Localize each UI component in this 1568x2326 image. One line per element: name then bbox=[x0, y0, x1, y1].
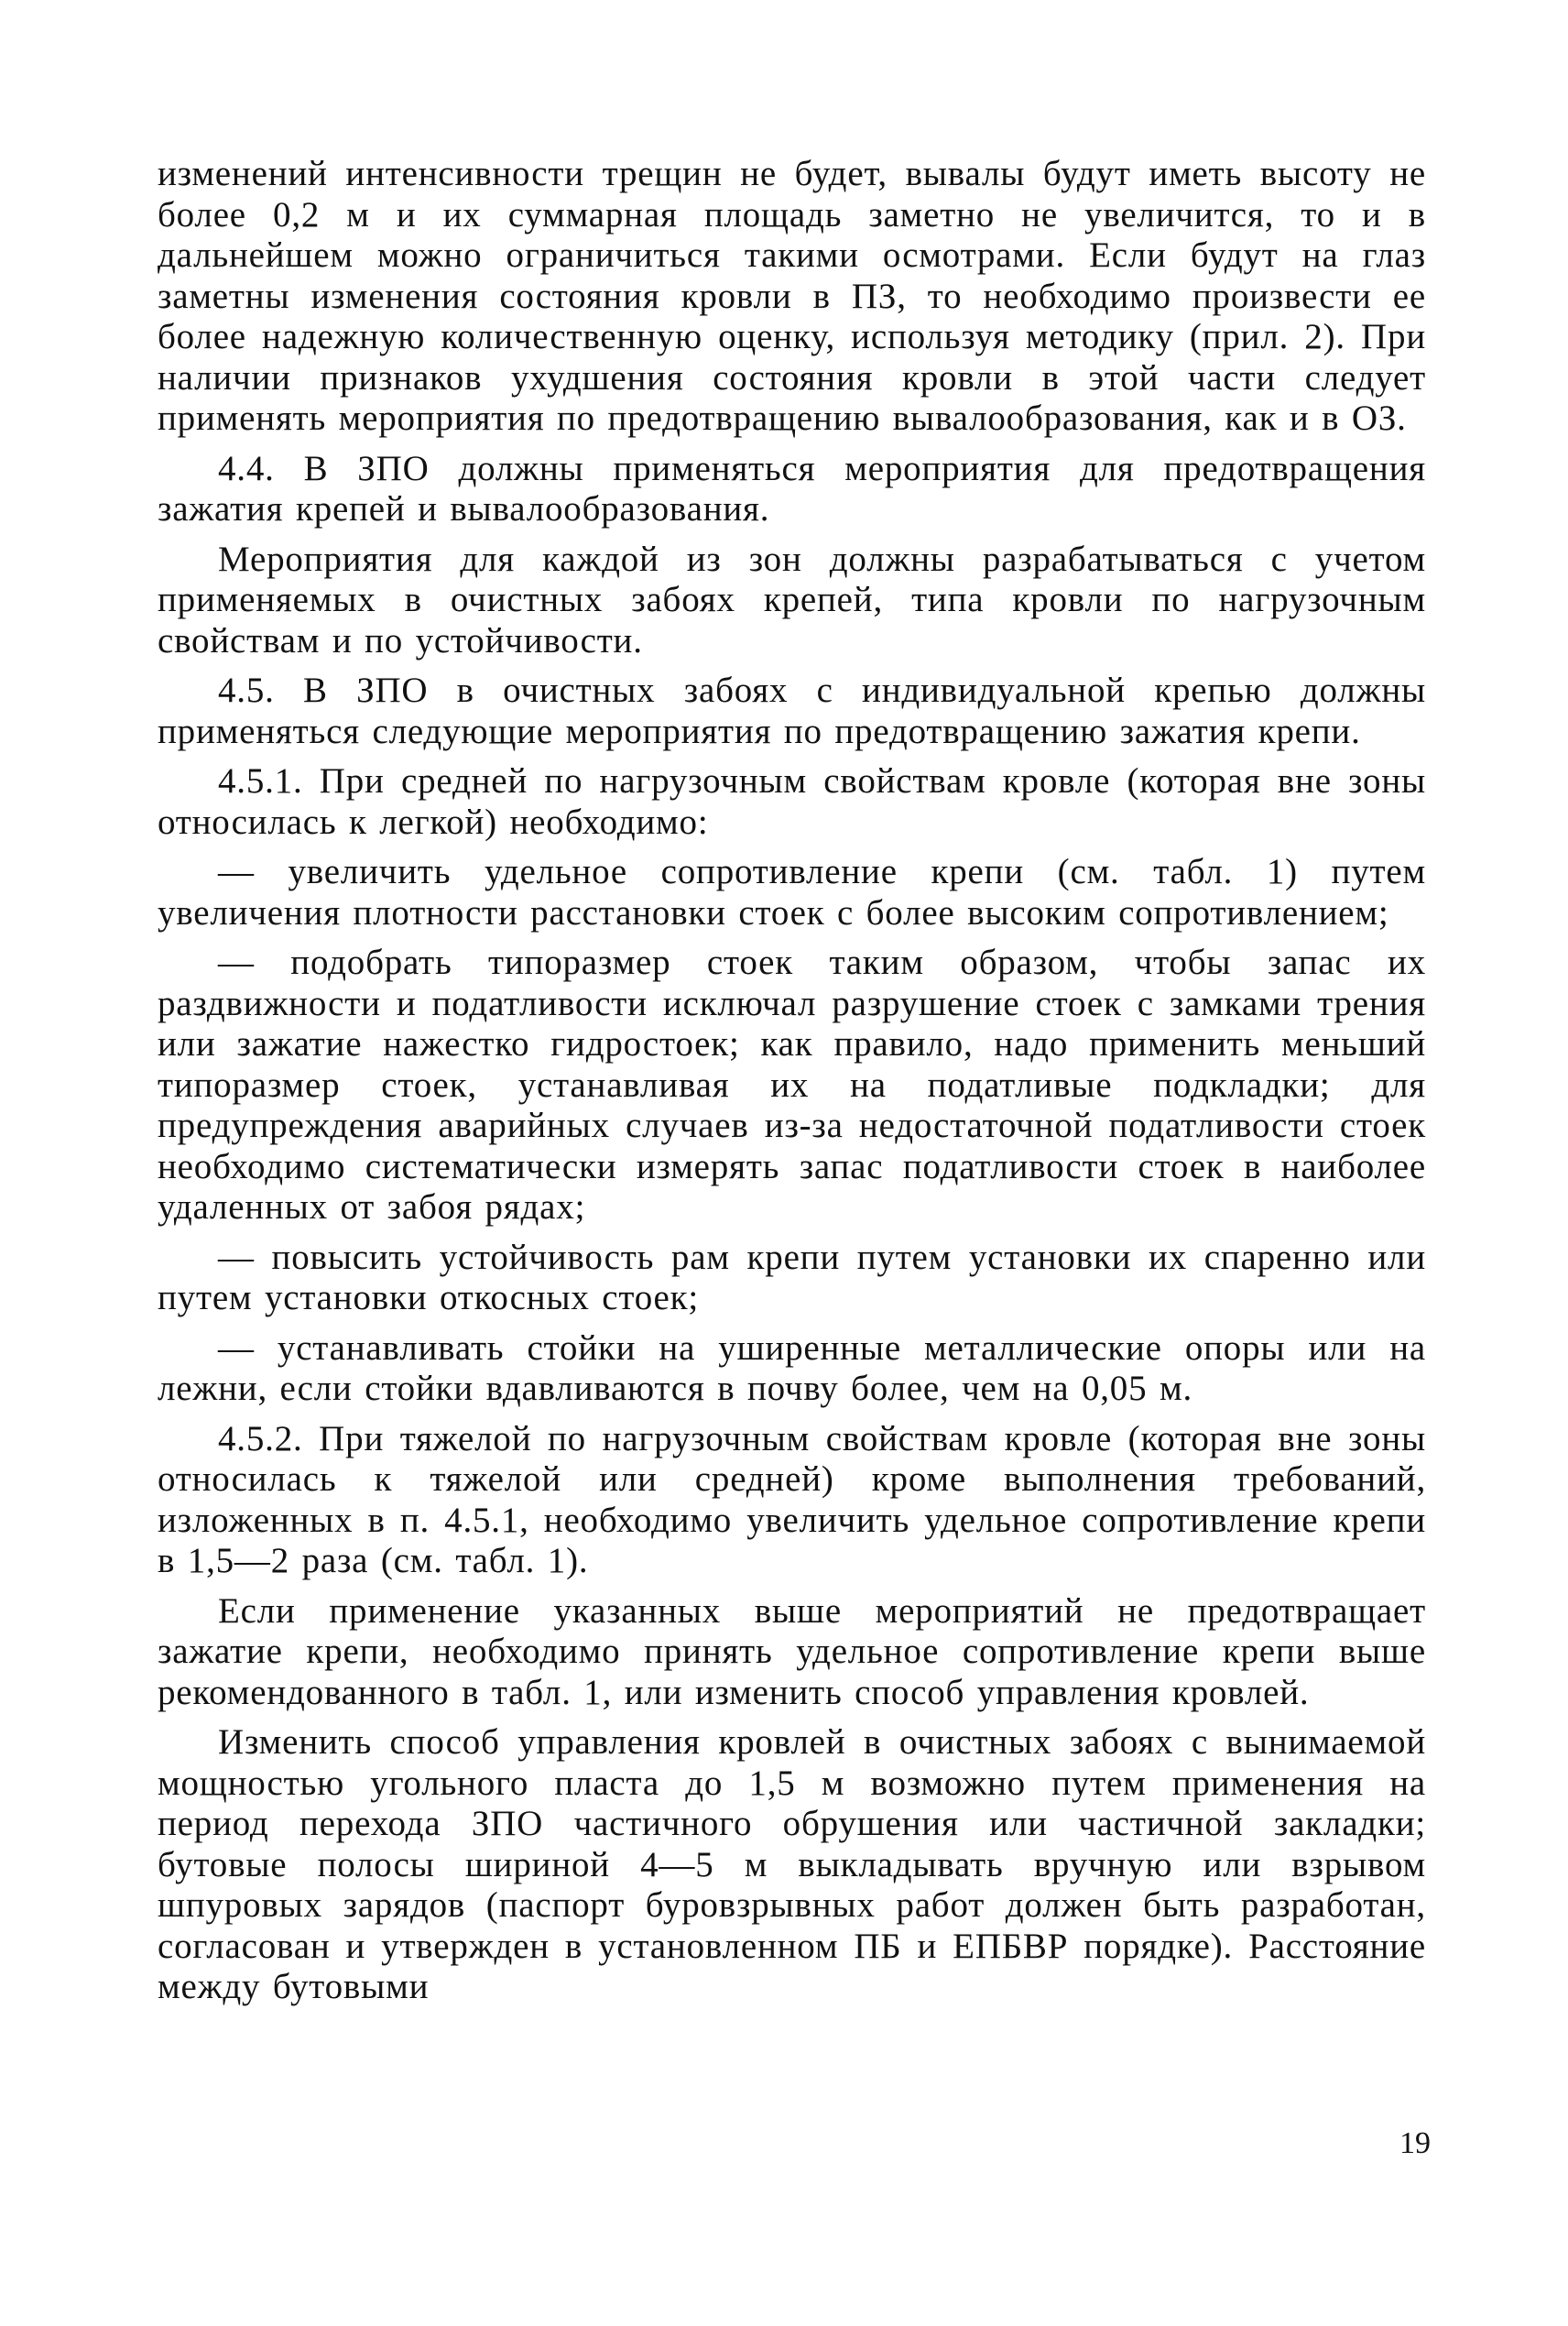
paragraph-item-4-5-1: 4.5.1. При средней по нагрузочным свойствам кровле (которая вне зоны относилась к легкой) необходимо: bbox=[158, 761, 1426, 842]
paragraph-item-4-4: 4.4. В ЗПО должны применяться мероприятия для предотвращения зажатия крепей и вывалообразования. bbox=[158, 448, 1426, 529]
paragraph-if-not-prevent: Если применение указанных выше мероприятий не предотвращает зажатие крепи, необходимо принять удельное сопротивление крепи выше рекомендованного в табл. 1, или изменить способ управления кровлей. bbox=[158, 1590, 1426, 1712]
paragraph-dash-2: — подобрать типоразмер стоек таким образом, чтобы запас их раздвижности и податливости исключал разрушение стоек с замками трения или зажатие нажестко гидростоек; как правило, надо применить меньший типоразмер стоек, устанавливая их на податливые подкладки; для предупреждения аварийных случаев из-за недостаточной податливости стоек необходимо систематически измерять запас податливости стоек в наиболее удаленных от забоя рядах; bbox=[158, 943, 1426, 1227]
paragraph-measures-zones: Мероприятия для каждой из зон должны разрабатываться с учетом применяемых в очистных забоях крепей, типа кровли по нагрузочным свойствам и по устойчивости. bbox=[158, 539, 1426, 661]
paragraph-dash-3: — повысить устойчивость рам крепи путем установки их спаренно или путем установки откосных стоек; bbox=[158, 1237, 1426, 1317]
paragraph-dash-1: — увеличить удельное сопротивление крепи (см. табл. 1) путем увеличения плотности расстановки стоек с более высоким сопротивлением; bbox=[158, 852, 1426, 933]
page-number: 19 bbox=[1399, 2126, 1431, 2160]
document-page bbox=[158, 154, 1426, 2017]
paragraph-continuation: изменений интенсивности трещин не будет, вывалы будут иметь высоту не более 0,2 м и их суммарная площадь заметно не увеличится, то и в дальнейшем можно ограничиться такими осмотрами. Если будут на глаз заметны изменения состояния кровли в ПЗ, то необходимо произвести ее более надежную количественную оценку, используя методику (прил. 2). При наличии признаков ухудшения состояния кровли в этой части следует применять мероприятия по предотвращению вывалообразования, как и в ОЗ. bbox=[158, 154, 1426, 438]
paragraph-change-method: Изменить способ управления кровлей в очистных забоях с вынимаемой мощностью угольного пласта до 1,5 м возможно путем применения на период перехода ЗПО частичного обрушения или частичной закладки; бутовые полосы шириной 4—5 м выкладывать вручную или взрывом шпуровых зарядов (паспорт буровзрывных работ должен быть разработан, согласован и утвержден в установленном ПБ и ЕПБВР порядке). Расстояние между бутовыми bbox=[158, 1722, 1426, 2006]
paragraph-item-4-5-2: 4.5.2. При тяжелой по нагрузочным свойствам кровле (которая вне зоны относилась к тяжелой или средней) кроме выполнения требований, изложенных в п. 4.5.1, необходимо увеличить удельное сопротивление крепи в 1,5—2 раза (см. табл. 1). bbox=[158, 1418, 1426, 1580]
paragraph-item-4-5: 4.5. В ЗПО в очистных забоях с индивидуальной крепью должны применяться следующие мероприятия по предотвращению зажатия крепи. bbox=[158, 671, 1426, 751]
paragraph-dash-4: — устанавливать стойки на уширенные металлические опоры или на лежни, если стойки вдавливаются в почву более, чем на 0,05 м. bbox=[158, 1327, 1426, 1408]
